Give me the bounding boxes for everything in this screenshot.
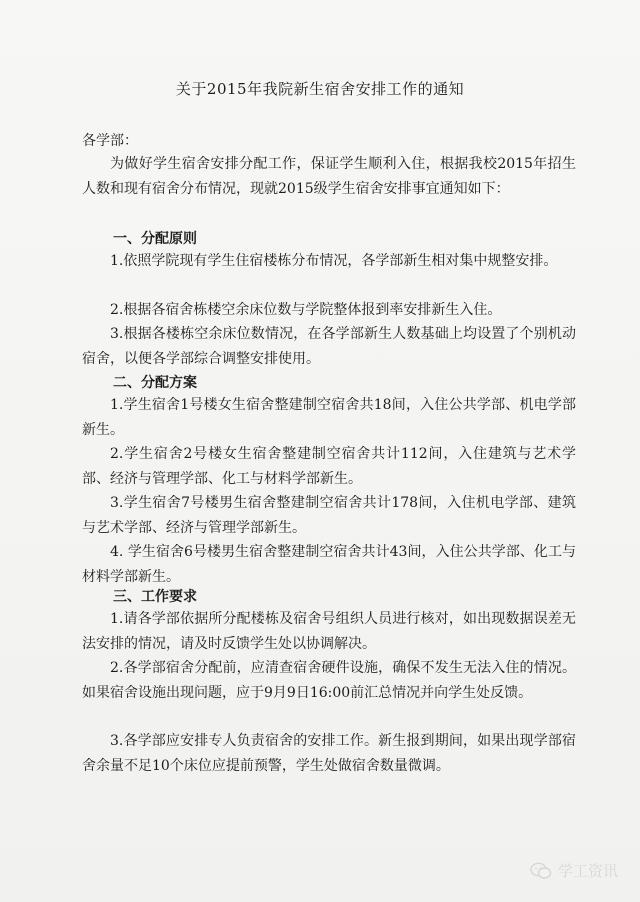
section-heading-requirements: 三、工作要求 — [113, 589, 197, 605]
plan-item-4: 4. 学生宿舍6号楼男生宿舍整建制空宿舍共计43间，入住公共学部、化工与材料学部新生。 — [82, 544, 576, 585]
intro-paragraph: 为做好学生宿舍安排分配工作，保证学生顺利入住，根据我校2015年招生人数和现有宿舍分布情况，现就2015级学生宿舍安排事宜通知如下： — [82, 156, 576, 197]
principle-item-3: 3.根据各楼栋空余床位数情况，在各学部新生人数基础上均设置了个别机动宿舍，以便各学部综合调整安排使用。 — [82, 326, 576, 367]
section-heading-principles: 一、分配原则 — [113, 231, 197, 247]
principle-item-1: 1.依照学院现有学生住宿楼栋分布情况，各学部新生相对集中规整安排。 — [110, 253, 558, 269]
notice-title: 关于2015年我院新生宿舍安排工作的通知 — [175, 80, 465, 98]
plan-item-1: 1.学生宿舍1号楼女生宿舍整建制空宿舍共18间，入住公共学部、机电学部新生。 — [82, 397, 576, 438]
salutation: 各学部： — [82, 133, 138, 149]
watermark-text: 学工资讯 — [557, 862, 618, 880]
plan-item-2: 2.学生宿舍2号楼女生宿舍整建制空宿舍共计112间，入住建筑与艺术学部、经济与管理学部、化工与材料学部新生。 — [82, 446, 576, 487]
principle-item-2: 2.根据各宿舍栋楼空余床位数与学院整体报到率安排新生入住。 — [110, 302, 502, 318]
section-heading-plan: 二、分配方案 — [113, 375, 197, 391]
requirement-item-3: 3.各学部应安排专人负责宿舍的安排工作。新生报到期间，如果出现学部宿舍余量不足10个床位应提前预警，学生处做宿舍数量微调。 — [82, 733, 576, 774]
requirement-item-1: 1.请各学部依据所分配楼栋及宿舍号组织人员进行核对，如出现数据误差无法安排的情况，请及时反馈学生处以协调解决。 — [82, 611, 576, 652]
plan-item-3: 3.学生宿舍7号楼男生宿舍整建制空宿舍共计178间，入住机电学部、建筑与艺术学部、经济与管理学部新生。 — [82, 495, 576, 536]
wechat-icon — [530, 862, 552, 880]
watermark — [530, 860, 618, 881]
requirement-item-2: 2.各学部宿舍分配前，应清查宿舍硬件设施，确保不发生无法入住的情况。如果宿舍设施出现问题，应于9月9日16:00前汇总情况并向学生处反馈。 — [82, 660, 576, 701]
